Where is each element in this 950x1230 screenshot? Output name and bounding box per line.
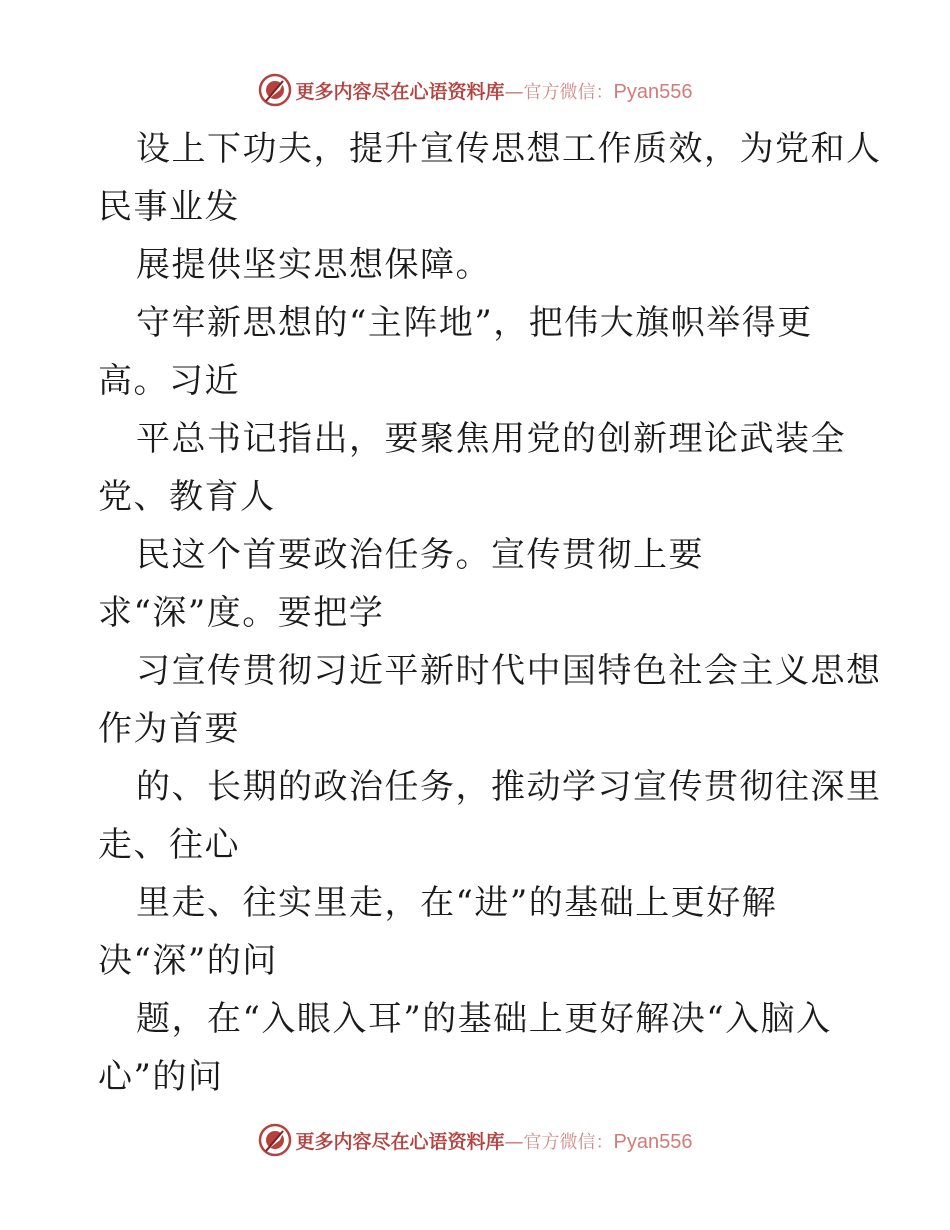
body-line: 设上下功夫，提升宣传思想工作质效，为党和人 bbox=[136, 129, 882, 169]
body-line: 守牢新思想的“主阵地”，把伟大旗帜举得更 bbox=[136, 303, 813, 343]
body-line: 题，在“入眼入耳”的基础上更好解决“入脑入 bbox=[136, 999, 832, 1039]
banner-wechat-label: 官方微信： bbox=[523, 1131, 614, 1153]
banner-title: 更多内容尽在心语资料库 bbox=[295, 1130, 505, 1153]
body-line: 高。习近 bbox=[98, 361, 240, 401]
banner-wechat-label: 官方微信： bbox=[523, 81, 614, 103]
body-line: 里走、往实里走，在“进”的基础上更好解 bbox=[136, 883, 778, 923]
body-line: 民事业发 bbox=[98, 187, 240, 227]
banner-dash: — bbox=[504, 80, 524, 103]
banner-dash: — bbox=[504, 1130, 524, 1153]
banner-title: 更多内容尽在心语资料库 bbox=[295, 80, 505, 103]
banner-wechat-id: Pyan556 bbox=[613, 1130, 693, 1153]
body-line: 党、教育人 bbox=[98, 477, 276, 517]
body-line: 走、往心 bbox=[98, 825, 240, 865]
banner-wechat-id: Pyan556 bbox=[613, 80, 693, 103]
body-line: 的、长期的政治任务，推动学习宣传贯彻往深里 bbox=[136, 767, 882, 807]
document-body bbox=[98, 120, 882, 1106]
body-line: 求“深”度。要把学 bbox=[98, 593, 385, 633]
body-line: 决“深”的问 bbox=[98, 941, 278, 981]
body-line: 展提供坚实思想保障。 bbox=[136, 245, 491, 285]
header-banner bbox=[0, 70, 950, 110]
body-line: 平总书记指出，要聚焦用党的创新理论武装全 bbox=[136, 419, 846, 459]
quill-logo-icon bbox=[258, 73, 292, 107]
body-line: 作为首要 bbox=[98, 709, 240, 749]
body-line: 民这个首要政治任务。宣传贯彻上要 bbox=[136, 535, 704, 575]
body-line: 习宣传贯彻习近平新时代中国特色社会主义思想 bbox=[136, 651, 882, 691]
footer-banner bbox=[0, 1120, 950, 1160]
quill-logo-icon bbox=[258, 1123, 292, 1157]
body-line: 心”的问 bbox=[98, 1057, 224, 1097]
